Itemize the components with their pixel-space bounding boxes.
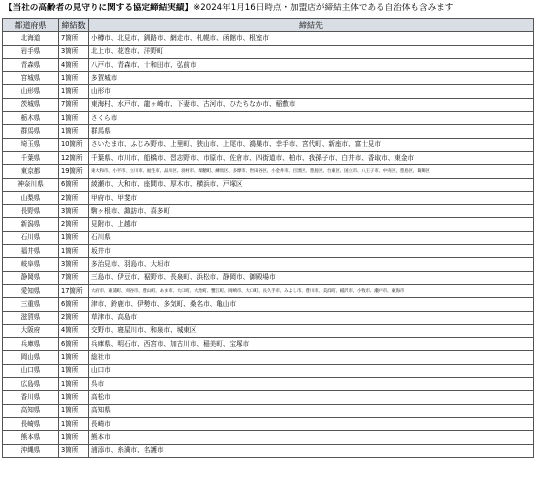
partners-cell: 駒ヶ根市、諏訪市、喜多町	[89, 205, 534, 218]
table-row	[3, 125, 534, 138]
partners-cell: 三島市、伊豆市、裾野市、長泉町、浜松市、静岡市、御殿場市	[89, 271, 534, 284]
count-cell: 7箇所	[59, 32, 89, 45]
table-row	[3, 338, 534, 351]
table-body	[3, 32, 534, 458]
prefecture-cell: 千葉県	[3, 151, 59, 164]
table-row	[3, 138, 534, 151]
count-cell: 6箇所	[59, 298, 89, 311]
table-row	[3, 404, 534, 417]
prefecture-cell: 長野県	[3, 205, 59, 218]
header-partners: 締結先	[89, 19, 534, 32]
partners-cell: 交野市、寝屋川市、和泉市、城東区	[89, 324, 534, 337]
table-row	[3, 258, 534, 271]
table-row	[3, 444, 534, 457]
partners-cell: 北上市、花巻市、洋野町	[89, 45, 534, 58]
table-row	[3, 32, 534, 45]
table-row	[3, 324, 534, 337]
count-cell: 1箇所	[59, 404, 89, 417]
prefecture-cell: 山形県	[3, 85, 59, 98]
count-cell: 1箇所	[59, 245, 89, 258]
partners-cell: 兵庫県、明石市、西宮市、加古川市、稲美町、宝塚市	[89, 338, 534, 351]
table-row	[3, 351, 534, 364]
prefecture-cell: 埼玉県	[3, 138, 59, 151]
table-row	[3, 298, 534, 311]
table-row	[3, 231, 534, 244]
count-cell: 1箇所	[59, 417, 89, 430]
table-row	[3, 431, 534, 444]
prefecture-cell: 茨城県	[3, 98, 59, 111]
count-cell: 2箇所	[59, 311, 89, 324]
partners-cell: 多賀城市	[89, 72, 534, 85]
header-prefecture: 都道府県	[3, 19, 59, 32]
partners-cell: 津市、鈴鹿市、伊勢市、多気町、桑名市、亀山市	[89, 298, 534, 311]
count-cell: 2箇所	[59, 218, 89, 231]
prefecture-cell: 三重県	[3, 298, 59, 311]
prefecture-cell: 愛知県	[3, 284, 59, 297]
table-row	[3, 391, 534, 404]
partners-cell: 綾瀬市、大和市、座間市、厚木市、横浜市、戸塚区	[89, 178, 534, 191]
prefecture-cell: 栃木県	[3, 112, 59, 125]
prefecture-cell: 宮城県	[3, 72, 59, 85]
count-cell: 1箇所	[59, 378, 89, 391]
table-header-row	[3, 19, 534, 32]
prefecture-cell: 東京都	[3, 165, 59, 178]
table-row	[3, 218, 534, 231]
agreements-table	[2, 18, 534, 458]
count-cell: 17箇所	[59, 284, 89, 297]
count-cell: 1箇所	[59, 72, 89, 85]
count-cell: 10箇所	[59, 138, 89, 151]
table-row	[3, 191, 534, 204]
partners-cell: 熊本市	[89, 431, 534, 444]
prefecture-cell: 山梨県	[3, 191, 59, 204]
prefecture-cell: 岐阜県	[3, 258, 59, 271]
partners-cell: 千葉県、市川市、船橋市、習志野市、市原市、佐倉市、四街道市、柏市、我孫子市、白井市、香取市、東金市	[89, 151, 534, 164]
count-cell: 1箇所	[59, 112, 89, 125]
count-cell: 1箇所	[59, 85, 89, 98]
prefecture-cell: 広島県	[3, 378, 59, 391]
title-main: 【当社の高齢者の見守りに関する協定締結実績】	[4, 3, 194, 13]
count-cell: 1箇所	[59, 125, 89, 138]
partners-cell: 浦添市、糸満市、名護市	[89, 444, 534, 457]
count-cell: 7箇所	[59, 271, 89, 284]
title-note: ※2024年1月16日時点・加盟店が締結主体である自治体も含みます	[193, 3, 454, 13]
table-row	[3, 364, 534, 377]
table-row	[3, 151, 534, 164]
prefecture-cell: 福井県	[3, 245, 59, 258]
partners-cell: 多治見市、羽島市、大垣市	[89, 258, 534, 271]
partners-cell: 小樽市、北見市、釧路市、網走市、札幌市、函館市、根室市	[89, 32, 534, 45]
partners-cell: 見附市、上越市	[89, 218, 534, 231]
partners-cell: 草津市、高島市	[89, 311, 534, 324]
count-cell: 6箇所	[59, 178, 89, 191]
count-cell: 4箇所	[59, 324, 89, 337]
prefecture-cell: 兵庫県	[3, 338, 59, 351]
prefecture-cell: 岩手県	[3, 45, 59, 58]
table-row	[3, 45, 534, 58]
count-cell: 1箇所	[59, 431, 89, 444]
table-row	[3, 165, 534, 178]
table-row	[3, 72, 534, 85]
prefecture-cell: 高知県	[3, 404, 59, 417]
partners-cell: 坂井市	[89, 245, 534, 258]
table-row	[3, 85, 534, 98]
partners-cell: 東大和市、小平市、立川市、福生市、品川区、羽村市、瑞穂町、練馬区、多摩市、世田谷区、小金井市、目黒区、豊島区、台東区、国立市、八王子市、中央区、豊島区、葛飾区	[89, 165, 534, 178]
header-count: 締結数	[59, 19, 89, 32]
prefecture-cell: 長崎県	[3, 417, 59, 430]
partners-cell: 山口市	[89, 364, 534, 377]
count-cell: 1箇所	[59, 351, 89, 364]
count-cell: 6箇所	[59, 338, 89, 351]
partners-cell: 長崎市	[89, 417, 534, 430]
table-row	[3, 245, 534, 258]
partners-cell: さいたま市、ふじみ野市、上里町、狭山市、上尾市、鴻巣市、幸手市、宮代町、新座市、富士見市	[89, 138, 534, 151]
count-cell: 3箇所	[59, 258, 89, 271]
prefecture-cell: 岡山県	[3, 351, 59, 364]
prefecture-cell: 熊本県	[3, 431, 59, 444]
prefecture-cell: 新潟県	[3, 218, 59, 231]
table-row	[3, 417, 534, 430]
partners-cell: 八戸市、青森市、十和田市、弘前市	[89, 58, 534, 71]
partners-cell: 山形市	[89, 85, 534, 98]
partners-cell: 大府市、東浦町、刈谷市、豊山町、あま市、大口町、大治町、蟹江町、岡崎市、大口町、長久手市、みよし市、豊川市、美浜町、稲沢市、小牧市、瀬戸市、東海市	[89, 284, 534, 297]
table-row	[3, 205, 534, 218]
count-cell: 12箇所	[59, 151, 89, 164]
prefecture-cell: 静岡県	[3, 271, 59, 284]
prefecture-cell: 群馬県	[3, 125, 59, 138]
prefecture-cell: 大阪府	[3, 324, 59, 337]
table-row	[3, 98, 534, 111]
prefecture-cell: 山口県	[3, 364, 59, 377]
prefecture-cell: 北海道	[3, 32, 59, 45]
prefecture-cell: 神奈川県	[3, 178, 59, 191]
table-row	[3, 112, 534, 125]
count-cell: 2箇所	[59, 191, 89, 204]
partners-cell: さくら市	[89, 112, 534, 125]
partners-cell: 高松市	[89, 391, 534, 404]
table-row	[3, 378, 534, 391]
count-cell: 19箇所	[59, 165, 89, 178]
partners-cell: 高知県	[89, 404, 534, 417]
partners-cell: 群馬県	[89, 125, 534, 138]
partners-cell: 呉市	[89, 378, 534, 391]
prefecture-cell: 沖縄県	[3, 444, 59, 457]
count-cell: 3箇所	[59, 205, 89, 218]
prefecture-cell: 香川県	[3, 391, 59, 404]
partners-cell: 東海村、水戸市、龍ヶ崎市、下妻市、古河市、ひたちなか市、稲敷市	[89, 98, 534, 111]
prefecture-cell: 滋賀県	[3, 311, 59, 324]
count-cell: 1箇所	[59, 364, 89, 377]
prefecture-cell: 青森県	[3, 58, 59, 71]
partners-cell: 総社市	[89, 351, 534, 364]
table-row	[3, 311, 534, 324]
page-title	[4, 3, 534, 14]
count-cell: 1箇所	[59, 391, 89, 404]
count-cell: 3箇所	[59, 45, 89, 58]
table-row	[3, 178, 534, 191]
table-row	[3, 271, 534, 284]
count-cell: 3箇所	[59, 444, 89, 457]
count-cell: 7箇所	[59, 98, 89, 111]
partners-cell: 甲府市、甲斐市	[89, 191, 534, 204]
partners-cell: 石川県	[89, 231, 534, 244]
table-row	[3, 58, 534, 71]
prefecture-cell: 石川県	[3, 231, 59, 244]
table-row	[3, 284, 534, 297]
count-cell: 4箇所	[59, 58, 89, 71]
count-cell: 1箇所	[59, 231, 89, 244]
